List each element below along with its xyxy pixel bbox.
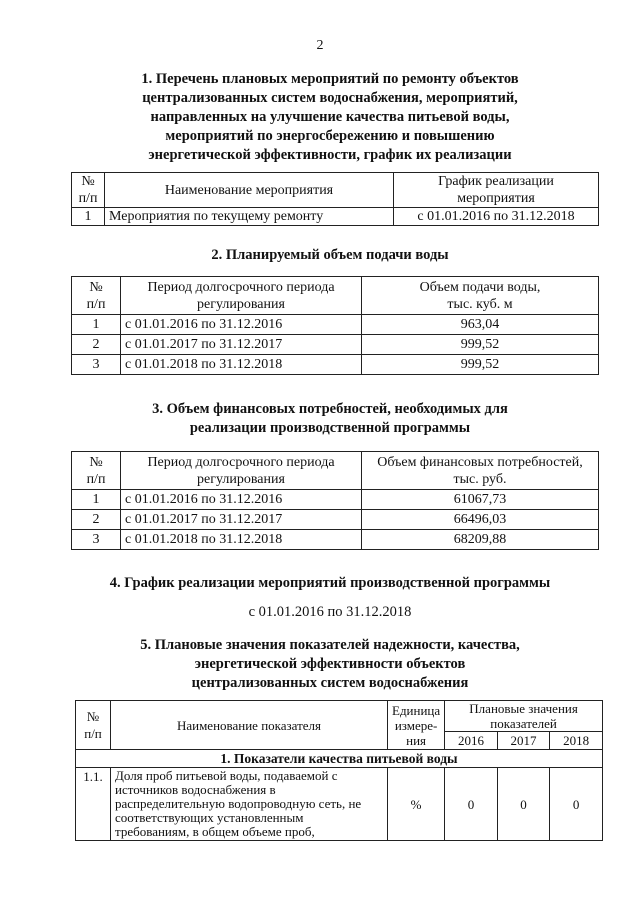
section1-title-line: 1. Перечень плановых мероприятий по ремонту объектов [141,71,519,87]
col-num-header: № п/п [72,277,121,315]
col-schedule-header: График реализации мероприятия [394,173,599,208]
measures-table [71,172,599,226]
col-num-header: № п/п [72,452,121,490]
indicator-group: 1. Показатели качества питьевой воды [76,750,603,768]
page-number: 2 [316,38,324,53]
col-unit-header: Единица измере- ния [388,701,445,750]
table-row: 2 с 01.01.2017 по 31.12.2017 999,52 [72,335,599,355]
water-supply-table [71,276,599,375]
table-row: 3 с 01.01.2018 по 31.12.2018 999,52 [72,355,599,375]
col-value-header: Объем подачи воды, тыс. куб. м [362,277,599,315]
col-num-header: № п/п [76,701,111,750]
table-row: 1 с 01.01.2016 по 31.12.2016 963,04 [72,315,599,335]
section5-title: 5. Плановые значения показателей надежности, качества, энергетической эффективности объектов централизованных систем водоснабжения [140,637,520,691]
section1-title-line: мероприятий по энергосбережению и повышению [165,128,495,144]
col-value-header: Объем финансовых потребностей, тыс. руб. [362,452,599,490]
col-2018-header: 2018 [550,732,603,750]
section1-title-line: централизованных систем водоснабжения, мероприятий, [142,90,518,106]
table-row: 1 Мероприятия по текущему ремонту с 01.01.2016 по 31.12.2018 [72,208,599,226]
section3-title: 3. Объем финансовых потребностей, необходимых для реализации производственной программы [152,401,508,436]
section4-subtitle: с 01.01.2016 по 31.12.2018 [248,604,412,620]
col-2016-header: 2016 [445,732,498,750]
table-row: 1.1. Доля проб питьевой воды, подаваемой с источников водоснабжения в распределительную водопроводную сеть, не соответствующих установленным требованиям, в общем объеме проб, % 0 0 0 [76,768,603,841]
col-num-header: № п/п [72,173,105,208]
financial-needs-table [71,451,599,550]
table-row: 2 с 01.01.2017 по 31.12.2017 66496,03 [72,510,599,530]
section1-title [60,70,600,165]
section1-title-line: энергетической эффективности, график их реализации [148,147,512,163]
indicators-table [75,700,603,841]
section2-title: 2. Планируемый объем подачи воды [211,247,449,263]
col-period-header: Период долгосрочного периода регулирования [121,452,362,490]
section1-title-line: направленных на улучшение качества питьевой воды, [150,109,510,125]
col-2017-header: 2017 [497,732,550,750]
col-period-header: Период долгосрочного периода регулирования [121,277,362,315]
indicator-name: Доля проб питьевой воды, подаваемой с источников водоснабжения в распределительную водопроводную сеть, не соответствующих установленным требованиям, в общем объеме проб, [111,768,388,841]
section4-title: 4. График реализации мероприятий производственной программы [109,575,551,591]
col-name-header: Наименование мероприятия [105,173,394,208]
table-row: 1 с 01.01.2016 по 31.12.2016 61067,73 [72,490,599,510]
col-plan-header: Плановые значения показателей [445,701,603,732]
table-row: 3 с 01.01.2018 по 31.12.2018 68209,88 [72,530,599,550]
col-name-header: Наименование показателя [111,701,388,750]
